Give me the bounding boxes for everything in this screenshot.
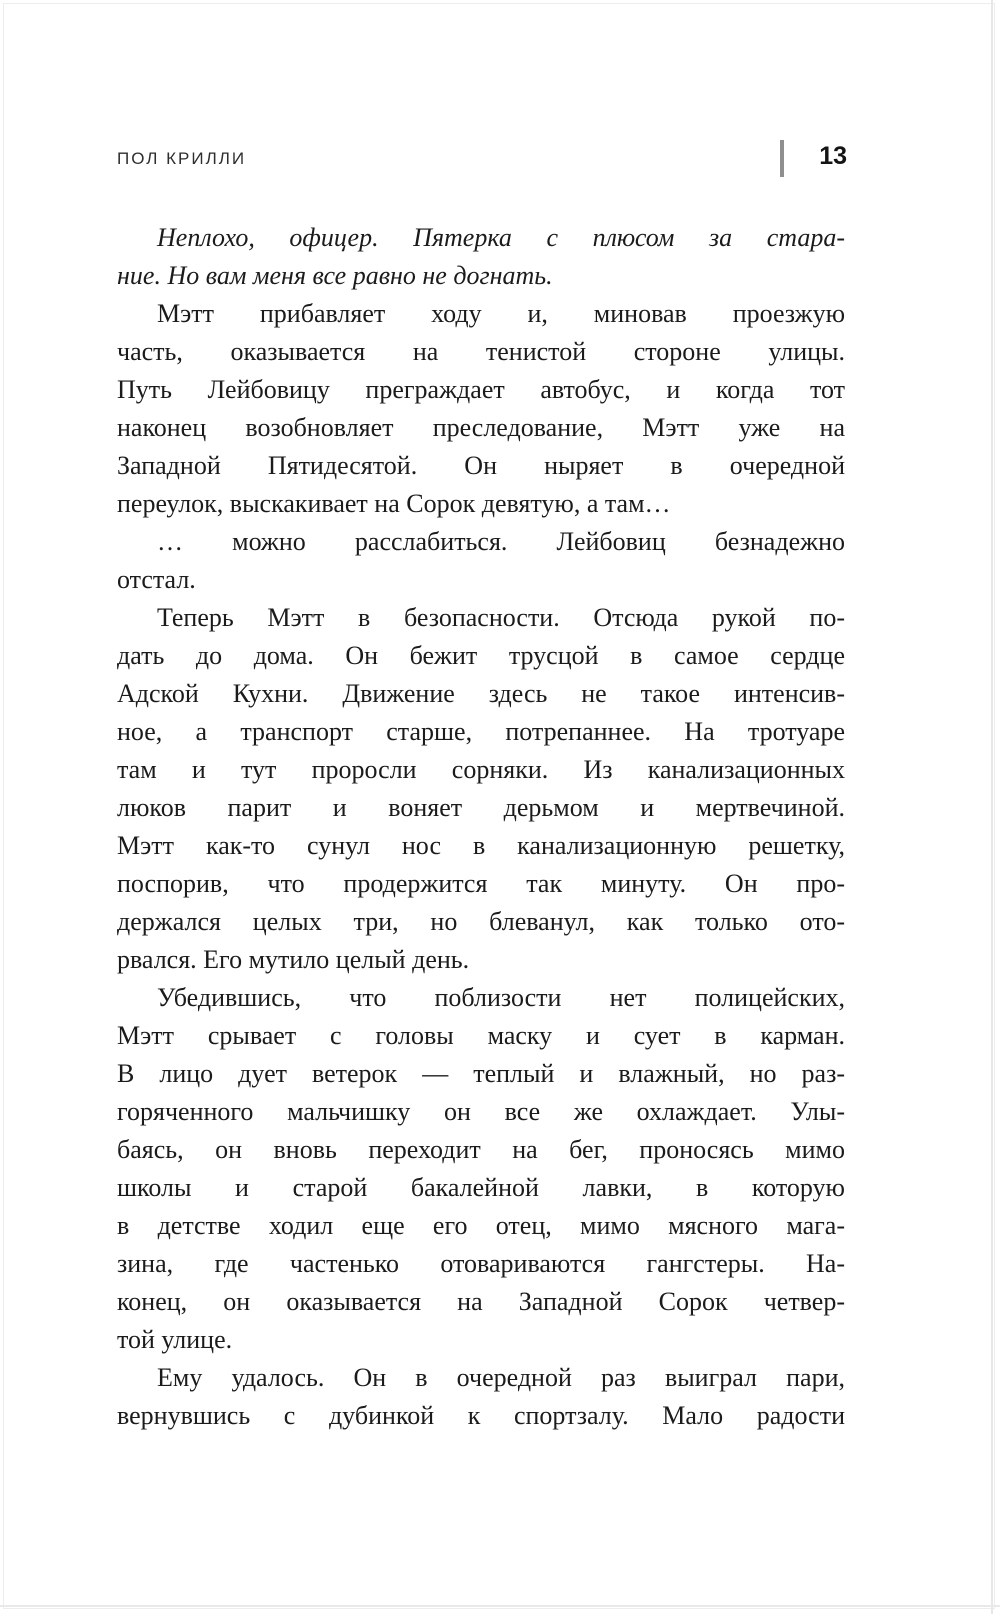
text-line: вернувшись с дубинкой к спортзалу. Мало радости [117, 1401, 845, 1430]
text-line: … можно расслабиться. Лейбовиц безнадежно [157, 527, 845, 556]
text-line: Ему удалось. Он в очередной раз выиграл пари, [157, 1363, 845, 1392]
body-text [117, 219, 845, 1435]
text-line: школы и старой бакалейной лавки, в которую [117, 1173, 845, 1202]
text-line: люков парит и воняет дерьмом и мертвечиной. [117, 793, 845, 822]
running-header [117, 138, 847, 180]
paragraph [117, 979, 845, 1359]
text-line: Адской Кухни. Движение здесь не такое интенсив- [117, 679, 845, 708]
text-line: дать до дома. Он бежит трусцой в самое сердце [117, 641, 845, 670]
paragraph [117, 219, 845, 295]
text-line: отстал. [117, 565, 196, 594]
text-line: ное, а транспорт старше, потрепаннее. На тротуаре [117, 717, 845, 746]
text-line: там и тут проросли сорняки. Из канализационных [117, 755, 845, 784]
page-number: 13 [819, 142, 847, 170]
text-line: ние. Но вам меня все равно не догнать. [117, 261, 553, 290]
text-line: горяченного мальчишку он все же охлаждает. Улы- [117, 1097, 845, 1126]
text-line: зина, где частенько отовариваются гангстеры. На- [117, 1249, 845, 1278]
text-line: Мэтт срывает с головы маску и сует в карман. [117, 1021, 845, 1050]
scan-edge-right [991, 0, 993, 1614]
text-line: Неплохо, офицер. Пятерка с плюсом за стара- [157, 223, 845, 252]
text-line: Мэтт как-то сунул нос в канализационную решетку, [117, 831, 845, 860]
header-divider-rule [780, 140, 784, 177]
text-line: той улице. [117, 1325, 233, 1354]
text-line: Мэтт прибавляет ходу и, миновав проезжую [157, 299, 845, 328]
text-line: Убедившись, что поблизости нет полицейских, [157, 983, 845, 1012]
paragraph [117, 295, 845, 523]
paragraph [117, 1359, 845, 1435]
text-line: Путь Лейбовицу преграждает автобус, и когда тот [117, 375, 845, 404]
text-line: часть, оказывается на тенистой стороне улицы. [117, 337, 845, 366]
paragraph [117, 523, 845, 599]
text-line: конец, он оказывается на Западной Сорок четвер- [117, 1287, 845, 1316]
text-line: Теперь Мэтт в безопасности. Отсюда рукой по- [157, 603, 845, 632]
text-line: В лицо дует ветерок — теплый и влажный, но раз- [117, 1059, 845, 1088]
text-line: поспорив, что продержится так минуту. Он про- [117, 869, 845, 898]
header-author-name: ПОЛ КРИЛЛИ [117, 149, 247, 168]
text-line: баясь, он вновь переходит на бег, проносясь мимо [117, 1135, 845, 1164]
paragraph [117, 599, 845, 979]
text-line: переулок, выскакивает на Сорок девятую, а там… [117, 489, 671, 518]
text-line: наконец возобновляет преследование, Мэтт уже на [117, 413, 845, 442]
text-line: Западной Пятидесятой. Он ныряет в очередной [117, 451, 845, 480]
text-line: держался целых три, но блеванул, как только ото- [117, 907, 845, 936]
text-line: рвался. Его мутило целый день. [117, 945, 470, 974]
scan-edge-bottom [0, 1605, 1000, 1607]
text-line: в детстве ходил еще его отец, мимо мясного мага- [117, 1211, 845, 1240]
